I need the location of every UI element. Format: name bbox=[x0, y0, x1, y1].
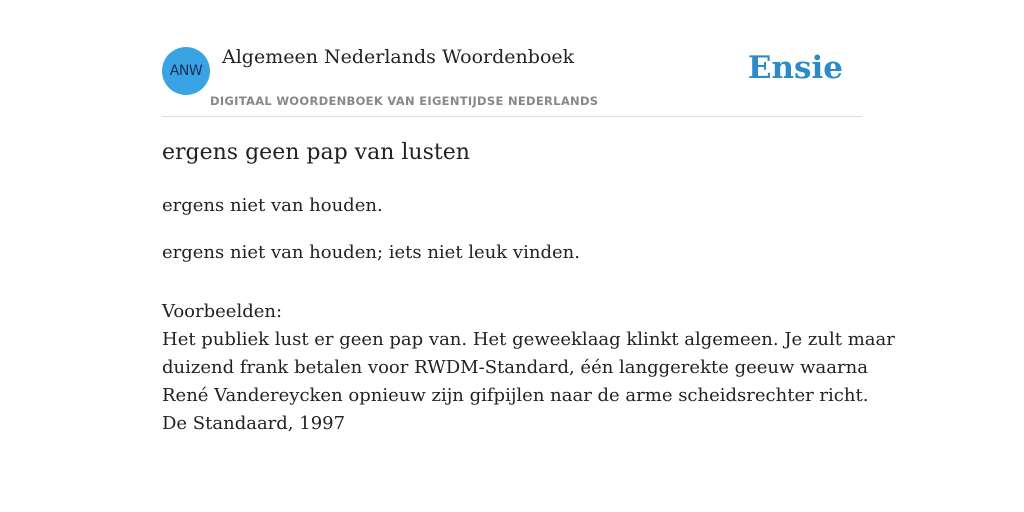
examples-label: Voorbeelden: bbox=[162, 301, 283, 322]
example-line: duizend frank betalen voor RWDM-Standard, één langgerekte geeuw waarna bbox=[162, 357, 868, 378]
example-source: De Standaard, 1997 bbox=[162, 413, 346, 434]
definition-short: ergens niet van houden. bbox=[162, 195, 383, 216]
entry-term: ergens geen pap van lusten bbox=[162, 140, 470, 165]
site-subtitle: DIGITAAL WOORDENBOEK VAN EIGENTIJDSE NEDERLANDS bbox=[210, 94, 599, 108]
site-title[interactable]: Algemeen Nederlands Woordenboek bbox=[222, 46, 575, 68]
anw-logo[interactable]: ANW bbox=[162, 47, 210, 95]
example-line: René Vandereycken opnieuw zijn gifpijlen naar de arme scheidsrechter richt. bbox=[162, 385, 869, 406]
ensie-logo[interactable]: Ensie bbox=[747, 50, 843, 86]
example-line: Het publiek lust er geen pap van. Het geweeklaag klinkt algemeen. Je zult maar bbox=[162, 329, 895, 350]
examples-block bbox=[162, 298, 895, 438]
site-header bbox=[162, 0, 862, 117]
definition-long: ergens niet van houden; iets niet leuk vinden. bbox=[162, 242, 580, 263]
